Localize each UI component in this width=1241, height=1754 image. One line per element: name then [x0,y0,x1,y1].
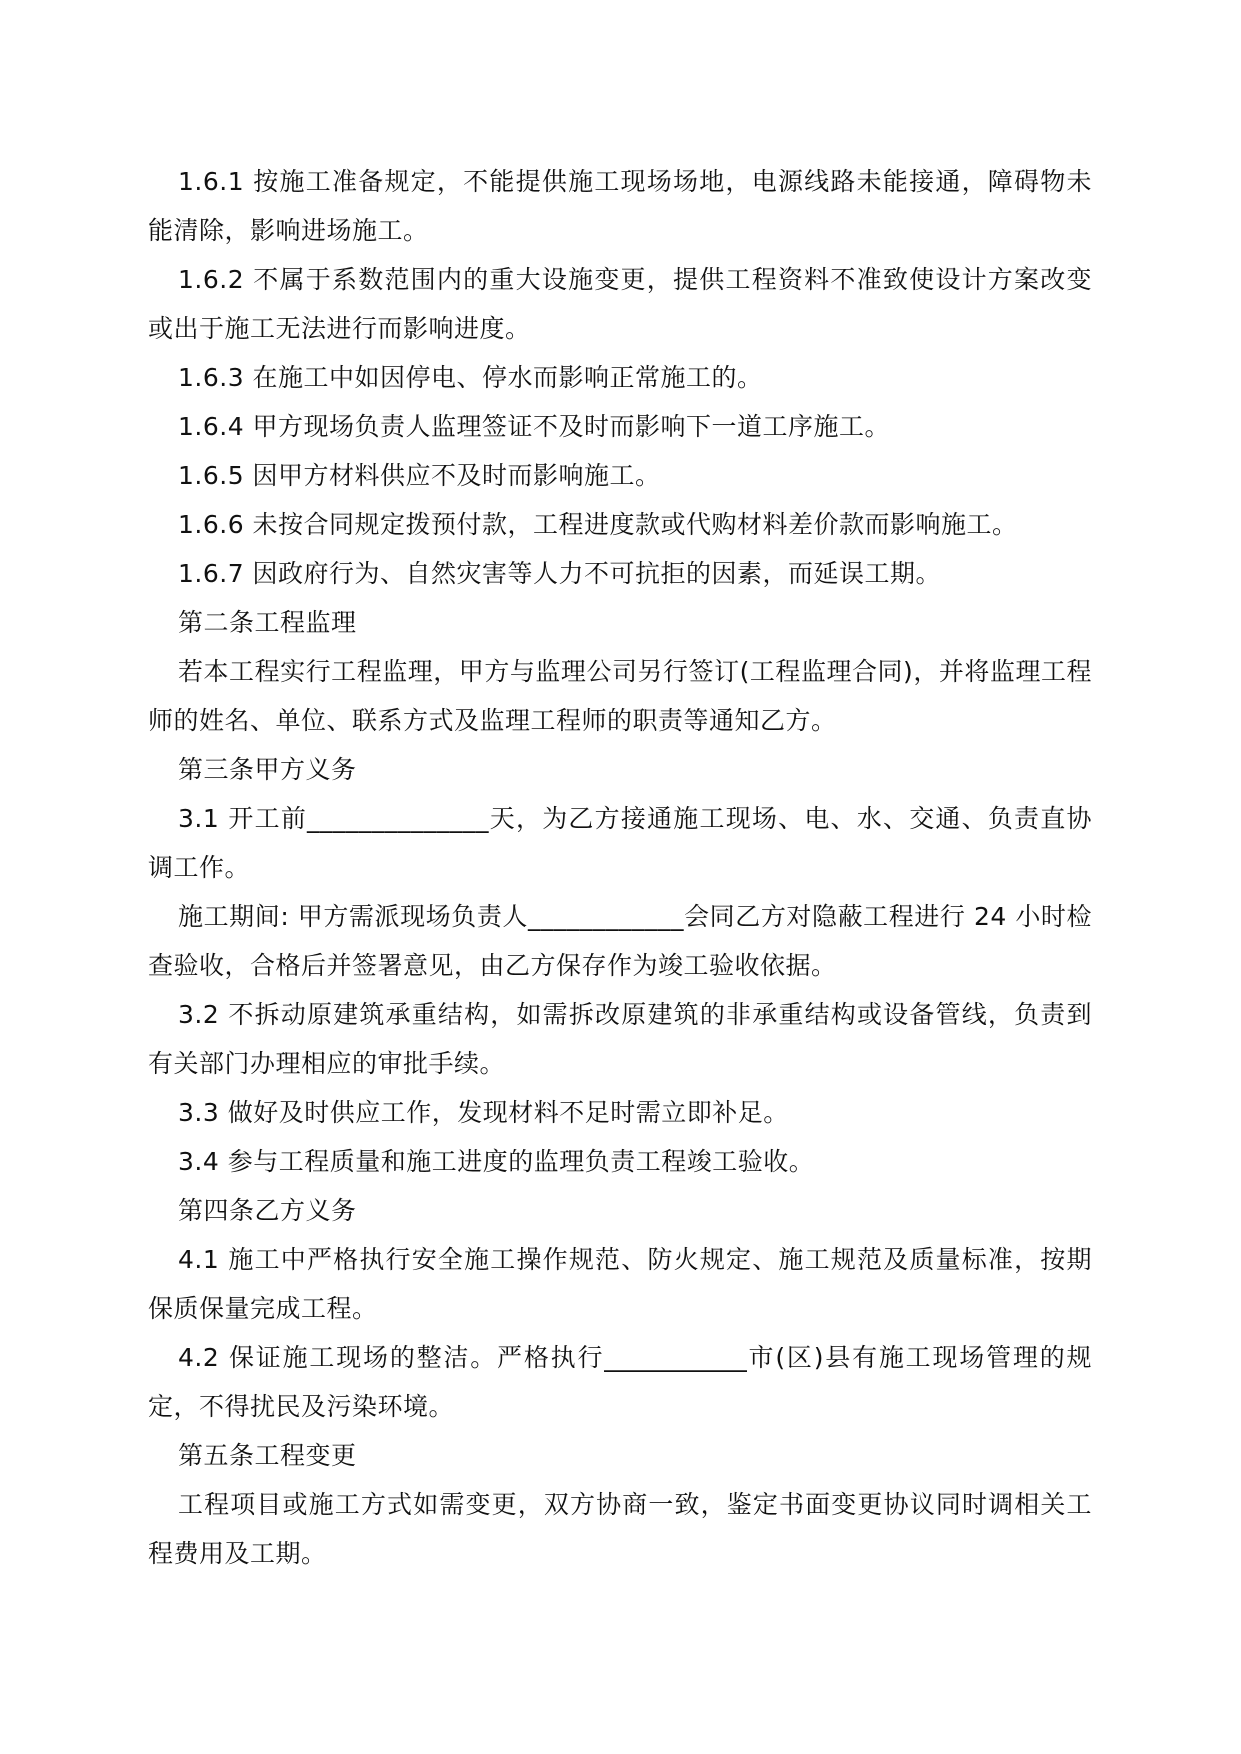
clause-4-1: 4.1 施工中严格执行安全施工操作规范、防火规定、施工规范及质量标准，按期保质保量完成工程。 [148,1245,1092,1323]
section-5-body: 工程项目或施工方式如需变更，双方协商一致，鉴定书面变更协议同时调相关工程费用及工期。 [148,1490,1092,1568]
clause-1-6-2: 1.6.2 不属于系数范围内的重大设施变更，提供工程资料不准致使设计方案改变或出于施工无法进行而影响进度。 [148,265,1092,343]
section-heading-4: 第四条乙方义务 [178,1196,357,1225]
document-body [148,157,1092,1578]
clause-1-6-7: 1.6.7 因政府行为、自然灾害等人力不可抗拒的因素，而延误工期。 [178,559,942,588]
section-heading-2: 第二条工程监理 [178,608,357,637]
clause-3-1: 3.1 开工前______________天，为乙方接通施工现场、电、水、交通、负责直协调工作。 [148,804,1092,882]
clause-1-6-4: 1.6.4 甲方现场负责人监理签证不及时而影响下一道工序施工。 [178,412,891,441]
clause-3-2: 3.2 不拆动原建筑承重结构，如需拆改原建筑的非承重结构或设备管线，负责到有关部门办理相应的审批手续。 [148,1000,1092,1078]
clause-1-6-1: 1.6.1 按施工准备规定，不能提供施工现场场地，电源线路未能接通，障碍物未能清除，影响进场施工。 [148,167,1092,245]
clause-3-3: 3.3 做好及时供应工作，发现材料不足时需立即补足。 [178,1098,789,1127]
clause-1-6-5: 1.6.5 因甲方材料供应不及时而影响施工。 [178,461,661,490]
section-heading-3: 第三条甲方义务 [178,755,357,784]
section-2-body: 若本工程实行工程监理，甲方与监理公司另行签订(工程监理合同)，并将监理工程师的姓名、单位、联系方式及监理工程师的职责等通知乙方。 [148,657,1092,735]
clause-4-2: 4.2 保证施工现场的整洁。严格执行___________市(区)县有施工现场管理的规定，不得扰民及污染环境。 [148,1343,1092,1421]
section-heading-5: 第五条工程变更 [178,1441,357,1470]
clause-1-6-3: 1.6.3 在施工中如因停电、停水而影响正常施工的。 [178,363,763,392]
clause-3-4: 3.4 参与工程质量和施工进度的监理负责工程竣工验收。 [178,1147,815,1176]
clause-1-6-6: 1.6.6 未按合同规定拨预付款，工程进度款或代购材料差价款而影响施工。 [178,510,1018,539]
clause-construction-period: 施工期间: 甲方需派现场负责人____________会同乙方对隐蔽工程进行 24 小时检查验收，合格后并签署意见，由乙方保存作为竣工验收依据。 [148,902,1092,980]
